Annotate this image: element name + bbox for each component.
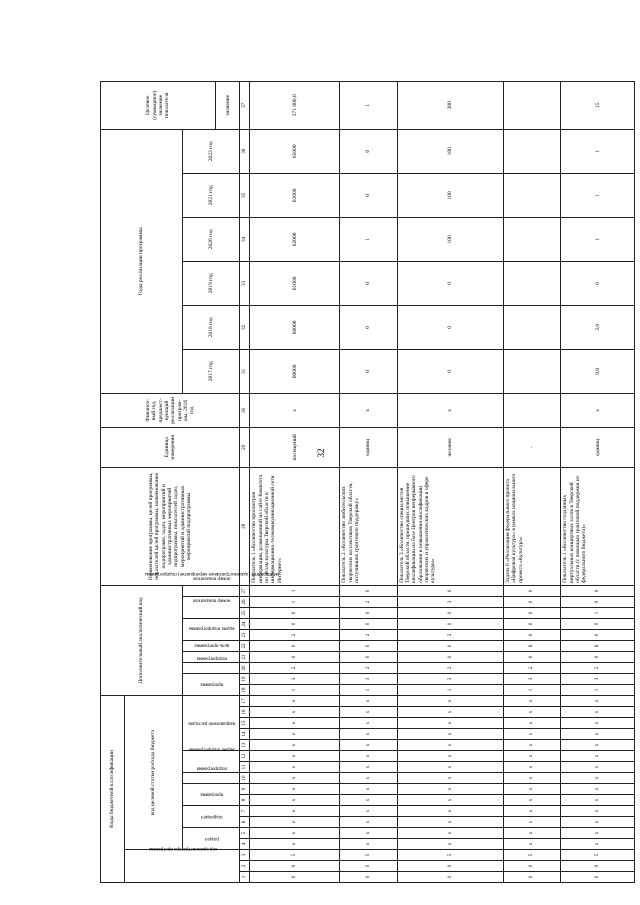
code-digit: 0 [340,607,397,618]
year-value [504,173,561,217]
code-digit: 3 [397,673,504,684]
code-digit: х [504,729,561,740]
header-unit: Единица измерения [101,427,240,467]
code-digit: х [504,839,561,850]
header-an-event: мероприятие (административное мероприятие) подпрограммы [182,618,240,640]
header-expense-direction: направление расходов [182,695,240,750]
code-digit: 1 [561,684,635,695]
code-digit: х [250,784,340,795]
header-year-2022: 2022 год [182,129,240,173]
code-digit: х [504,828,561,839]
code-digit: х [561,817,635,828]
column-number: 16 [240,707,250,718]
code-digit: х [561,839,635,850]
code-digit: 0 [397,585,504,596]
column-number: 34 [240,217,250,261]
column-number-row [240,81,250,882]
header-years: Годы реализации программы [101,129,183,393]
year-value: 100 [397,173,504,217]
header-final: Целевое (суммарное) значение показателя [101,81,216,129]
code-digit: х [397,740,504,751]
code-digit: х [250,828,340,839]
code-digit: х [250,695,340,706]
year-value: 0 [340,129,397,173]
indicator-name: Задача 6 «Реализация федерального проекта «Цифровая культура» в рамках национального проекта «Культура» [504,467,561,585]
column-number: 1 [240,872,250,883]
column-number: 5 [240,828,250,839]
code-digit: х [397,784,504,795]
year-value [504,349,561,393]
code-digit: 0 [250,618,340,629]
code-digit: х [397,762,504,773]
year-value: 0 [561,261,635,305]
year-value: 1 [561,217,635,261]
code-digit: 1 [397,684,504,695]
code-digit: 2 [397,629,504,640]
indicator-unit: единиц [340,427,397,467]
code-digit: х [250,729,340,740]
column-number: 8 [240,795,250,806]
code-digit: 0 [561,629,635,640]
final-value: 1 [340,81,397,129]
header-analytic-code: Дополнительный аналитический код [101,585,183,695]
year-value [504,129,561,173]
code-digit: 0 [504,629,561,640]
code-digit: 0 [397,607,504,618]
code-digit: х [340,784,397,795]
code-digit: 2 [340,596,397,607]
code-digit: 0 [340,861,397,872]
code-digit: 1 [561,607,635,618]
code-digit: 0 [561,596,635,607]
code-digit: 0 [250,651,340,662]
year-value: 0 [397,305,504,349]
code-digit: х [250,740,340,751]
column-number: 31 [240,349,250,393]
code-digit: 0 [397,651,504,662]
column-number: 32 [240,305,250,349]
code-digit: х [250,718,340,729]
year-value: 100 [397,217,504,261]
code-digit: х [561,795,635,806]
code-digit: х [250,762,340,773]
indicator-unit: человек [397,427,504,467]
column-number: 26 [240,596,250,607]
code-digit: х [397,839,504,850]
prev-year-value: х [340,393,397,427]
prev-year-value: х [397,393,504,427]
code-digit: 0 [397,640,504,651]
indicator-table [100,81,635,883]
code-digit: 0 [397,618,504,629]
code-digit: х [561,718,635,729]
column-number: 30 [240,393,250,427]
year-value: 0 [340,349,397,393]
code-digit: х [504,795,561,806]
column-number: 15 [240,718,250,729]
header-an-indicator-num: номер показателя [182,585,240,596]
column-number: 22 [240,640,250,651]
column-number: 11 [240,762,250,773]
code-digit: 2 [504,662,561,673]
year-value [504,261,561,305]
year-value: 3,0 [561,305,635,349]
year-value: 60000 [250,349,340,393]
code-digit: 0 [397,861,504,872]
column-number: 23 [240,629,250,640]
code-digit: х [340,718,397,729]
indicator-unit: единиц [561,427,635,467]
year-value: 0 [340,305,397,349]
year-value: 62000 [250,217,340,261]
header-year-2020: 2020 год [182,217,240,261]
code-digit: 0 [561,585,635,596]
column-number: 33 [240,261,250,305]
header-admin-code: код администратора программы [125,850,240,883]
code-digit: 3 [250,673,340,684]
header-an-task: задача подпрограммы [182,640,240,651]
column-number: 35 [240,173,250,217]
year-value: 1 [340,217,397,261]
code-digit: 0 [504,618,561,629]
code-digit: х [561,762,635,773]
code-digit: 0 [504,585,561,596]
code-digit: х [397,718,504,729]
code-digit: х [397,773,504,784]
code-digit: х [250,773,340,784]
code-digit: 0 [250,872,340,883]
code-digit: 1 [250,684,340,695]
year-value: 1 [561,173,635,217]
final-value: 300 [397,81,504,129]
code-digit: х [561,773,635,784]
code-digit: х [504,751,561,762]
code-digit: х [340,751,397,762]
code-digit: х [340,806,397,817]
code-digit: 1 [250,585,340,596]
code-digit: 0 [340,651,397,662]
indicator-name: Показатель 2 «Количество любительских творческих коллективов Тверской области, получивших грантовую поддержку» [340,467,397,585]
code-digit: х [561,740,635,751]
code-digit: 3 [561,673,635,684]
code-digit: 3 [340,673,397,684]
code-digit: 0 [340,585,397,596]
table-row [250,81,340,882]
code-digit: х [561,707,635,718]
code-digit: х [504,773,561,784]
code-digit: х [250,817,340,828]
final-value: 371 000,0 [250,81,340,129]
indicator-name: Показатель 1 «Количество созданных виртуальных концертных залов в Тверской области (с помощью грантовой поддержки из федерального бюджета)» [561,467,635,585]
code-digit: 0 [504,872,561,883]
code-digit: х [504,740,561,751]
year-value: 61000 [250,261,340,305]
code-digit: 5 [250,850,340,861]
code-digit: х [504,762,561,773]
code-digit: х [504,784,561,795]
code-digit: 0 [561,861,635,872]
code-digit: х [397,729,504,740]
column-number: 21 [240,651,250,662]
table-row [504,81,561,882]
code-digit: 1 [340,684,397,695]
code-digit: 2 [340,629,397,640]
code-digit: х [340,695,397,706]
column-number: 28 [240,467,250,585]
header-final-value: значение [216,81,240,129]
code-digit: х [397,817,504,828]
code-digit: 0 [561,651,635,662]
code-digit: х [561,751,635,762]
code-digit: 5 [340,850,397,861]
code-digit: 2 [340,662,397,673]
header-year-2019: 2019 год [182,261,240,305]
code-digit: х [561,828,635,839]
prev-year-value [504,393,561,427]
code-digit: х [397,707,504,718]
column-number: 13 [240,740,250,751]
column-number: 9 [240,784,250,795]
header-an-goal: цель программы [182,651,240,662]
header-subsection: подраздел [182,806,240,828]
code-digit: х [250,806,340,817]
rotated-table-sheet [100,90,635,883]
code-digit: х [397,695,504,706]
code-digit: х [397,751,504,762]
code-digit: 0 [504,861,561,872]
year-value: 1 [561,129,635,173]
column-number: 37 [240,81,250,129]
year-value: 65000 [250,129,340,173]
code-digit: 6 [561,640,635,651]
header-name: Наименование программы, целей программы, показателей целей программы, наименование подпрограмм, задач, мероприятий и административных мероприятий подпрограммы, показателей задач, мероприятий и административных мероприятий подпрограммы [101,467,240,585]
header-program: программа [182,784,240,806]
code-digit: 0 [561,618,635,629]
header-year-2018: 2018 год [182,305,240,349]
header-row-1 [101,81,125,882]
column-number: 20 [240,662,250,673]
code-digit: х [250,751,340,762]
column-number: 12 [240,751,250,762]
code-digit: х [250,839,340,850]
year-value [504,305,561,349]
table-row [397,81,504,882]
page-number: 32 [316,448,326,458]
code-digit: 1 [504,684,561,695]
code-digit: х [340,828,397,839]
code-digit: х [561,695,635,706]
prev-year-value: х [250,393,340,427]
header-an-subprogram: подпрограмма [182,662,240,673]
code-digit: х [340,795,397,806]
code-digit: х [250,795,340,806]
table-row [340,81,397,882]
code-digit: х [397,806,504,817]
year-value: 0 [397,261,504,305]
code-digit: 2 [250,662,340,673]
code-digit: 5 [397,850,504,861]
code-digit: 0 [250,861,340,872]
code-digit: 0 [340,640,397,651]
indicator-unit: посещений [250,427,340,467]
code-digit: 3 [397,596,504,607]
column-number: 6 [240,817,250,828]
code-digit: х [397,828,504,839]
column-number: 7 [240,806,250,817]
code-digit: х [340,707,397,718]
column-number: 24 [240,618,250,629]
indicator-name: Показатель 1 «Количество просмотров информации, размещенной на сайте Комитета по делам культуры Тверской области в информационно-телекоммуникационной сети Интернет» [250,467,340,585]
header-kbk: Коды бюджетной классификации [101,695,125,882]
header-target-article: код целевой статьи расхода бюджета [125,695,183,849]
column-number: 10 [240,773,250,784]
column-number: 29 [240,427,250,467]
column-number: 25 [240,607,250,618]
code-digit: 2 [397,662,504,673]
header-an-program: программа [182,673,240,695]
year-value: 0 [397,349,504,393]
code-digit: х [340,729,397,740]
year-value [504,217,561,261]
header-subprogram: подпрограмма [182,773,240,784]
code-digit: 2 [250,629,340,640]
column-number: 27 [240,585,250,596]
code-digit: 0 [250,640,340,651]
code-digit: х [397,795,504,806]
code-digit: х [340,762,397,773]
code-digit: 0 [340,872,397,883]
final-value: 15 [561,81,635,129]
header-an-event-num: номер показателя [182,596,240,618]
code-digit: 2 [561,662,635,673]
code-digit: х [250,707,340,718]
indicator-unit: - [504,427,561,467]
code-digit: 0 [504,651,561,662]
code-digit: х [340,839,397,850]
code-digit: х [504,707,561,718]
year-value: 0 [340,173,397,217]
table-row [561,81,635,882]
code-digit: х [340,817,397,828]
column-number: 18 [240,684,250,695]
code-digit: х [561,784,635,795]
code-digit: х [561,729,635,740]
header-year-2017: 2017 год [182,349,240,393]
code-digit: 0 [561,872,635,883]
code-digit: 3 [504,673,561,684]
code-digit: х [504,695,561,706]
column-number: 14 [240,729,250,740]
year-value: 100 [397,129,504,173]
code-digit: 0 [397,872,504,883]
column-number: 2 [240,861,250,872]
year-value: 9,0 [561,349,635,393]
code-digit: х [504,817,561,828]
code-digit: 0 [504,607,561,618]
code-digit: 6 [504,640,561,651]
code-digit: 5 [504,850,561,861]
code-digit: х [504,806,561,817]
code-digit: х [504,718,561,729]
column-number: 3 [240,850,250,861]
code-digit: х [340,740,397,751]
year-value: 63000 [250,173,340,217]
prev-year-value: х [561,393,635,427]
header-program-task: задача подпрограммы [182,751,240,773]
code-digit: 5 [561,850,635,861]
code-digit: 0 [504,596,561,607]
column-number: 19 [240,673,250,684]
header-prev-year: Финансо-вый год, предшест-вующий реализации програм-мы, 2016 год [101,393,240,427]
column-number: 36 [240,129,250,173]
code-digit: 0 [340,618,397,629]
column-number: 17 [240,695,250,706]
code-digit: х [340,773,397,784]
year-value: 60000 [250,305,340,349]
code-digit: 0 [250,607,340,618]
header-year-2021: 2021 год [182,173,240,217]
final-value [504,81,561,129]
code-digit: х [561,806,635,817]
year-value: 0 [340,261,397,305]
header-section: раздел [182,828,240,850]
indicator-name: Показатель 3 «Количество специалистов Тверской области, прошедших повышение квалификации на базе Центров непрерывного образования и повышения квалификации творческих и управленческих кадров в сфере культуры» [397,467,504,585]
code-digit: 1 [250,596,340,607]
column-number: 4 [240,839,250,850]
